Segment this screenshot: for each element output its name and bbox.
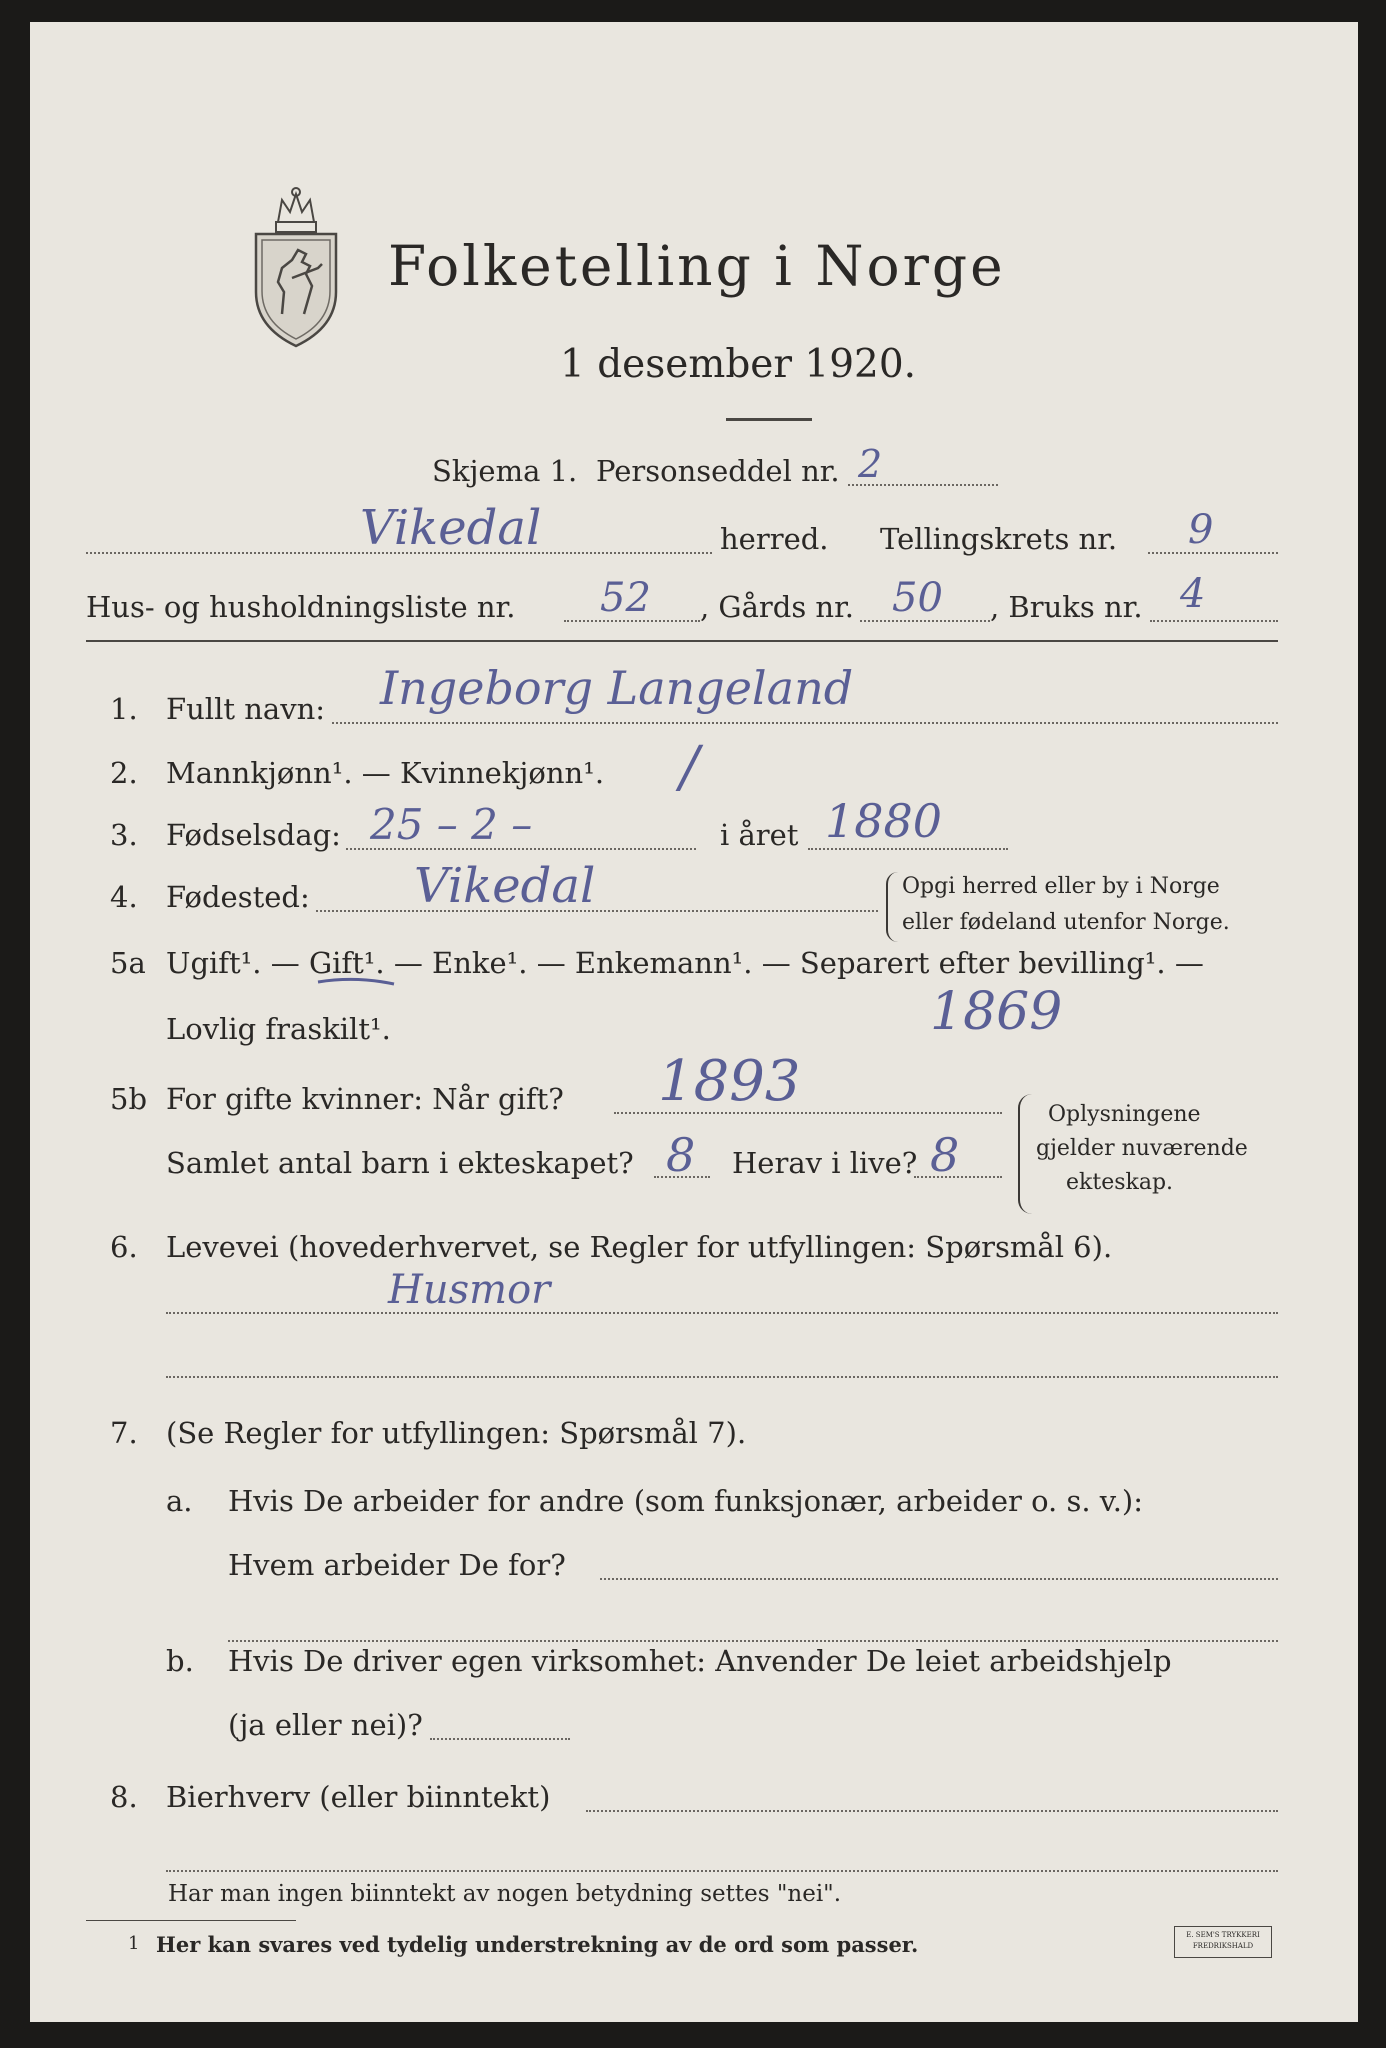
footnote-text: Her kan svares ved tydelig understrekning av de ord som passer.: [156, 1932, 919, 1957]
birth-day-value: 25 – 2 –: [370, 800, 533, 849]
marriage-year-value: 1893: [658, 1049, 801, 1114]
full-name-value: Ingeborg Langeland: [380, 661, 854, 715]
q3-number: 3.: [110, 818, 138, 852]
q7a-answer-line-2: [228, 1640, 1278, 1642]
printer-stamp-line-2: FREDRIKSHALD: [1192, 1942, 1254, 1950]
q5b-brace: [1018, 1094, 1032, 1214]
q7a-letter: a.: [166, 1484, 193, 1518]
q7-number: 7.: [110, 1416, 138, 1450]
q6-number: 6.: [110, 1230, 138, 1264]
q5b-note-line-3: ekteskap.: [1066, 1170, 1174, 1195]
bruks-number: 4: [1180, 571, 1206, 617]
gards-label: , Gårds nr.: [700, 590, 854, 624]
biinntekt-note: Har man ingen biinntekt av nogen betydning settes "nei".: [168, 1881, 842, 1907]
gards-number: 50: [892, 575, 943, 621]
q4-note-line-2: eller fødeland utenfor Norge.: [902, 910, 1230, 935]
tellingskrets-number: 9: [1188, 507, 1214, 553]
skjema-label: Skjema 1.: [432, 454, 578, 488]
q5b-living-label: Herav i live?: [732, 1146, 918, 1180]
q8-line-1: [586, 1810, 1278, 1812]
herred-label: herred.: [720, 522, 829, 556]
q5b-note-line-2: gjelder nuværende: [1036, 1136, 1248, 1161]
q2-number: 2.: [110, 756, 138, 790]
census-form-page: [30, 22, 1358, 2022]
occupation-value: Husmor: [388, 1267, 551, 1313]
q4-number: 4.: [110, 880, 138, 914]
personseddel-number: 2: [858, 442, 883, 486]
q7a-line-2: Hvem arbeider De for?: [228, 1548, 566, 1582]
q4-label: Fødested:: [166, 880, 310, 914]
q5a-options: Ugift¹. — Gift¹. — Enke¹. — Enkemann¹. — Separert efter bevilling¹. —: [166, 946, 1204, 980]
birthplace-value: Vikedal: [414, 858, 596, 914]
husliste-number: 52: [600, 575, 651, 621]
footnote-number: 1: [128, 1933, 140, 1954]
q7b-line-1: Hvis De driver egen virksomhet: Anvender De leiet arbeidshjelp: [228, 1644, 1172, 1678]
gender-mark: /: [680, 735, 699, 800]
q8-number: 8.: [110, 1780, 138, 1814]
herred-value: Vikedal: [360, 500, 542, 556]
q5a-number: 5a: [110, 946, 146, 980]
personseddel-label: Personseddel nr.: [596, 454, 840, 488]
children-total-value: 8: [666, 1128, 696, 1182]
tellingskrets-label: Tellingskrets nr.: [880, 522, 1118, 556]
q5a-annotation: 1869: [930, 982, 1063, 1042]
q5b-married-label: For gifte kvinner: Når gift?: [166, 1082, 564, 1116]
title-divider: [726, 418, 812, 421]
q2-label: Mannkjønn¹. — Kvinnekjønn¹.: [166, 756, 605, 790]
husliste-label: Hus- og husholdningsliste nr.: [86, 590, 516, 624]
q6-label: Levevei (hovederhvervet, se Regler for utfyllingen: Spørsmål 6).: [166, 1230, 1113, 1264]
gift-underline-mark: [316, 976, 396, 988]
birth-year-value: 1880: [825, 794, 943, 848]
q3-year-line: [808, 848, 1008, 850]
q5a-options-line-2: Lovlig fraskilt¹.: [166, 1012, 391, 1046]
form-title: Folketelling i Norge: [388, 234, 1006, 298]
printer-stamp: [1174, 1926, 1272, 1958]
q8-label: Bierhverv (eller biinntekt): [166, 1780, 551, 1814]
q3-label: Fødselsdag:: [166, 818, 341, 852]
q7a-answer-line: [600, 1578, 1278, 1580]
q8-line-2: [166, 1870, 1278, 1872]
q7b-answer-line: [430, 1738, 570, 1740]
q7a-line-1: Hvis De arbeider for andre (som funksjonær, arbeider o. s. v.):: [228, 1484, 1144, 1518]
q1-line: [332, 722, 1278, 724]
q1-number: 1.: [110, 692, 138, 726]
q4-line: [316, 910, 878, 912]
q7b-letter: b.: [166, 1644, 194, 1678]
q6-line-2: [166, 1376, 1278, 1378]
q1-label: Fullt navn:: [166, 692, 326, 726]
q5b-note-line-1: Oplysningene: [1048, 1102, 1201, 1127]
q4-note-line-1: Opgi herred eller by i Norge: [902, 874, 1220, 899]
q4-brace: [886, 872, 898, 942]
q3-year-label: i året: [720, 818, 799, 852]
printer-stamp-line-1: E. SEM'S TRYKKERI: [1186, 1931, 1260, 1939]
norwegian-coat-of-arms-icon: [248, 182, 344, 350]
q6-line-1: [166, 1312, 1278, 1314]
q7-label: (Se Regler for utfyllingen: Spørsmål 7).: [166, 1416, 747, 1450]
bruks-label: , Bruks nr.: [990, 590, 1143, 624]
q5b-number: 5b: [110, 1082, 148, 1116]
bruks-line: [1150, 620, 1278, 622]
footnote-rule: [86, 1920, 296, 1921]
q5b-children-label: Samlet antal barn i ekteskapet?: [166, 1146, 634, 1180]
header-rule: [86, 640, 1278, 642]
q7b-line-2: (ja eller nei)?: [228, 1708, 423, 1742]
tellingskrets-line: [1148, 552, 1278, 554]
census-date: 1 desember 1920.: [560, 342, 917, 387]
children-living-value: 8: [930, 1128, 960, 1182]
